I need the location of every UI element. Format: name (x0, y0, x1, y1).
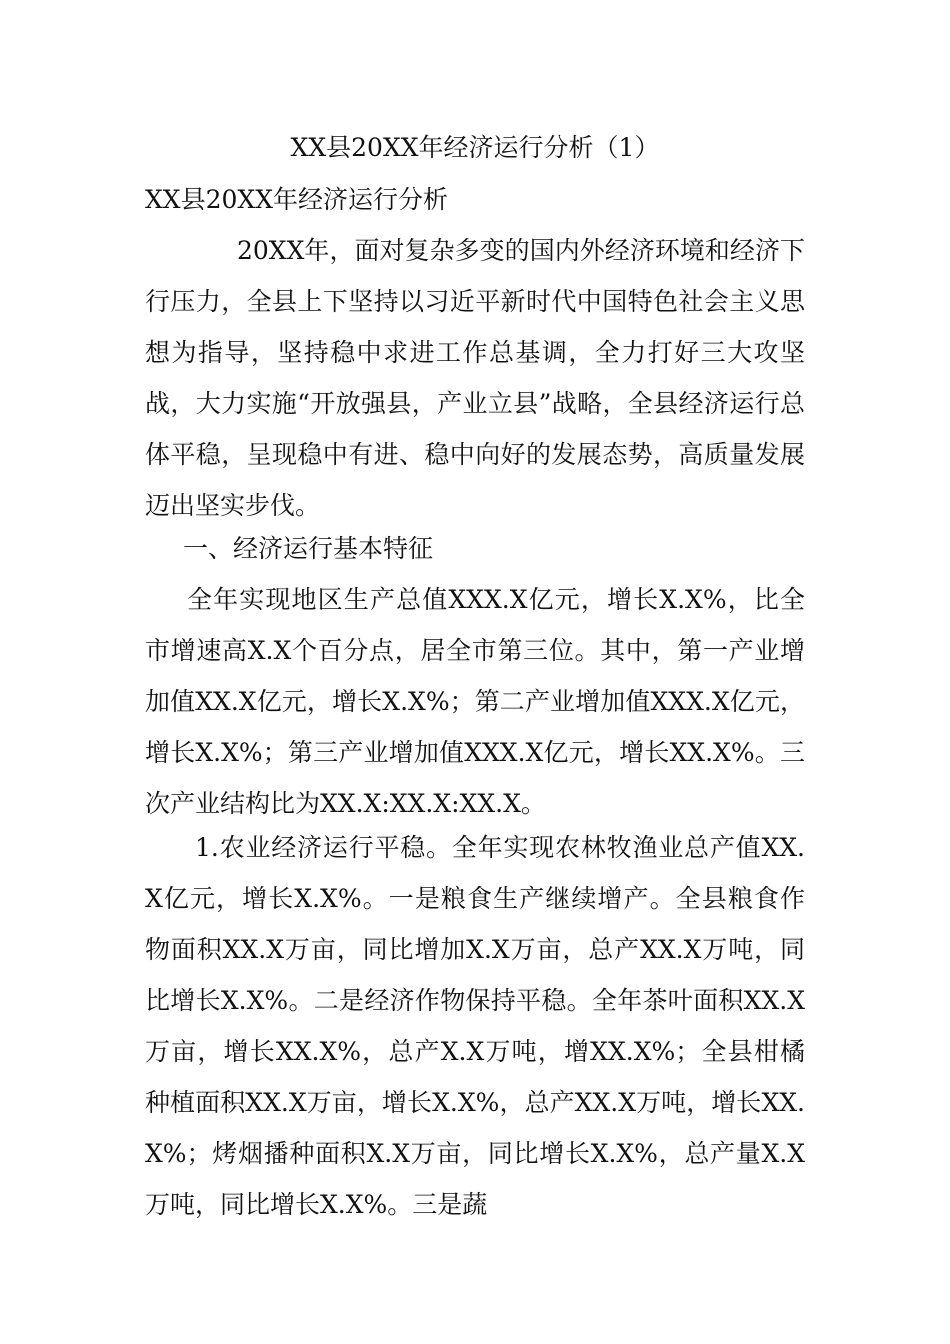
intro-paragraph: 20XX年，面对复杂多变的国内外经济环境和经济下行压力，全县上下坚持以习近平新时代中国特色社会主义思想为指导，坚持稳中求进工作总基调，全力打好三大攻坚战，大力实施“开放强县，产业立县”战略，全县经济运行总体平稳，呈现稳中有进、稳中向好的发展态势，高质量发展迈出坚实步伐。 (145, 236, 805, 520)
document-subtitle: XX县20XX年经济运行分析 (145, 185, 449, 214)
document-title: XX县20XX年经济运行分析（1） (290, 133, 660, 162)
gdp-paragraph: 全年实现地区生产总值XXX.X亿元，增长X.X%，比全市增速高X.X个百分点，居全市第三位。其中，第一产业增加值XX.X亿元，增长X.X%；第二产业增加值XXX.X亿元，增长X.X%；第三产业增加值XXX.X亿元，增长XX.X%。三次产业结构比为XX.X:XX.X:XX.X。 (145, 585, 805, 818)
section-heading: 一、经济运行基本特征 (183, 534, 434, 563)
agriculture-paragraph: 1.农业经济运行平稳。全年实现农林牧渔业总产值XX.X亿元，增长X.X%。一是粮食生产继续增产。全县粮食作物面积XX.X万亩，同比增加X.X万亩，总产XX.X万吨，同比增长X.X%。二是经济作物保持平稳。全年茶叶面积XX.X万亩，增长XX.X%，总产X.X万吨，增XX.X%；全县柑橘种植面积XX.X万亩，增长X.X%，总产XX.X万吨，增长XX.X%；烤烟播种面积X.X万亩，同比增长X.X%，总产量X.X万吨，同比增长X.X%。三是蔬 (145, 833, 805, 1219)
